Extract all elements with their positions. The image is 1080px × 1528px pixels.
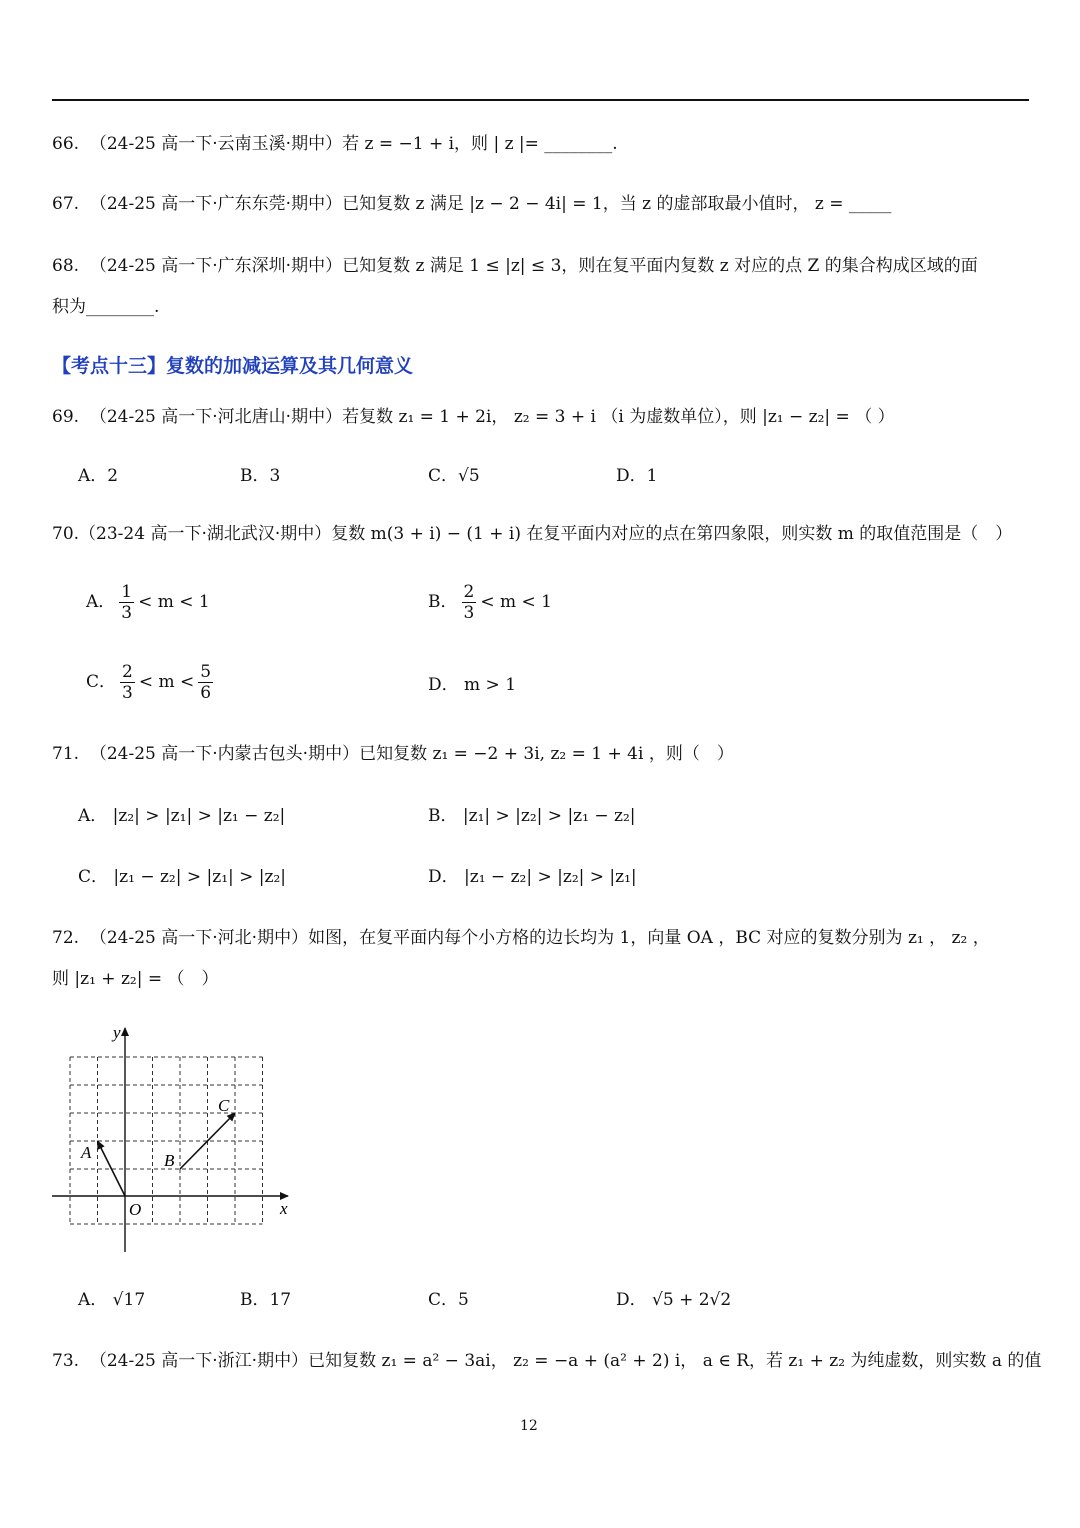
option-d: D． √5 + 2√2 bbox=[616, 1290, 732, 1310]
option-c: C．5 bbox=[428, 1290, 469, 1310]
question-68 bbox=[52, 255, 978, 277]
option-a: A． $\frac{1}{3}$ < m < 1 bbox=[86, 582, 210, 623]
complex-plane-figure bbox=[40, 1020, 300, 1260]
question-text: 已知复数 z₁ = a² − 3ai， z₂ = −a + (a² + 2) i， a ∈ R，若 z₁ + z₂ 为纯虚数，则实数 a 的值 bbox=[308, 1351, 1042, 1371]
question-number: 69. bbox=[52, 407, 80, 427]
option-a: A． |z₂| > |z₁| > |z₁ − z₂| bbox=[78, 806, 286, 826]
option-a: A． √17 bbox=[78, 1290, 146, 1310]
question-text: 已知复数 z 满足 1 ≤ |z| ≤ 3，则在复平面内复数 z 对应的点 Z 的集合构成区域的面 bbox=[342, 256, 978, 276]
question-number: 72. bbox=[52, 928, 80, 948]
question-source: （24-25 高一下·云南玉溪·期中） bbox=[89, 134, 343, 154]
question-72-line2: 则 |z₁ + z₂| = （ ） bbox=[52, 969, 219, 989]
question-71 bbox=[52, 743, 734, 765]
question-69 bbox=[52, 406, 895, 428]
question-68-line2: 积为________. bbox=[52, 297, 160, 317]
option-b: B．17 bbox=[240, 1290, 292, 1310]
question-text: 已知复数 z₁ = −2 + 3i, z₂ = 1 + 4i ，则（ ） bbox=[359, 744, 734, 764]
option-d: D．1 bbox=[616, 466, 658, 486]
question-source: （24-25 高一下·河北唐山·期中） bbox=[89, 407, 343, 427]
question-66 bbox=[52, 133, 618, 155]
question-source: （24-25 高一下·广东东莞·期中） bbox=[89, 194, 343, 214]
question-text: 如图，在复平面内每个小方格的边长均为 1，向量 OA ，BC 对应的复数分别为 z₁ ， z₂ ， bbox=[308, 928, 990, 948]
origin-label: O bbox=[129, 1200, 142, 1219]
question-source: （24-25 高一下·浙江·期中） bbox=[89, 1351, 309, 1371]
question-number: 70. bbox=[52, 524, 80, 544]
question-text: 已知复数 z 满足 |z − 2 − 4i| = 1，当 z 的虚部取最小值时， z = _____ bbox=[342, 194, 892, 214]
question-source: （24-25 高一下·河北·期中） bbox=[89, 928, 309, 948]
option-b: B． |z₁| > |z₂| > |z₁ − z₂| bbox=[428, 806, 636, 826]
page-number: 12 bbox=[520, 1418, 538, 1434]
fraction: $\frac{2}{3}$ bbox=[463, 582, 475, 623]
option-d: D． m > 1 bbox=[428, 675, 517, 695]
question-67 bbox=[52, 193, 891, 215]
option-c: C． $\frac{2}{3}$ < m < $\frac{5}{6}$ bbox=[86, 662, 212, 703]
fraction: $\frac{2}{3}$ bbox=[122, 662, 133, 703]
fraction: $\frac{5}{6}$ bbox=[200, 662, 212, 703]
point-b-label: B bbox=[164, 1151, 175, 1170]
option-c: C． |z₁ − z₂| > |z₁| > |z₂| bbox=[78, 867, 287, 887]
question-70 bbox=[52, 523, 1012, 545]
y-axis-label: y bbox=[113, 1023, 121, 1042]
fraction: $\frac{1}{3}$ bbox=[121, 582, 133, 623]
question-number: 73. bbox=[52, 1351, 80, 1371]
question-text: 若 z = −1 + i，则 | z |= ________. bbox=[342, 134, 618, 154]
question-number: 67. bbox=[52, 194, 80, 214]
question-number: 66. bbox=[52, 134, 80, 154]
question-text: 复数 m(3 + i) − (1 + i) 在复平面内对应的点在第四象限，则实数 m 的取值范围是（ ） bbox=[331, 524, 1013, 544]
point-c-label: C bbox=[218, 1096, 230, 1115]
question-source: （23-24 高一下·湖北武汉·期中） bbox=[79, 524, 332, 544]
option-c: C．√5 bbox=[428, 466, 480, 486]
grid-lines bbox=[70, 1057, 263, 1224]
x-axis-label: x bbox=[280, 1199, 288, 1218]
question-number: 68. bbox=[52, 256, 80, 276]
header-rule bbox=[52, 99, 1029, 101]
option-b: B． $\frac{2}{3}$ < m < 1 bbox=[428, 582, 552, 623]
option-a: A．2 bbox=[78, 466, 119, 486]
section-title: 【考点十三】复数的加减运算及其几何意义 bbox=[52, 355, 414, 377]
question-number: 71. bbox=[52, 744, 80, 764]
question-72 bbox=[52, 927, 990, 949]
question-source: （24-25 高一下·内蒙古包头·期中） bbox=[89, 744, 360, 764]
question-text: 若复数 z₁ = 1 + 2i， z₂ = 3 + i （i 为虚数单位），则 |z₁ − z₂| = （ ） bbox=[342, 407, 895, 427]
option-d: D． |z₁ − z₂| > |z₂| > |z₁| bbox=[428, 867, 637, 887]
question-source: （24-25 高一下·广东深圳·期中） bbox=[89, 256, 343, 276]
point-a-label: A bbox=[81, 1143, 92, 1162]
question-73 bbox=[52, 1350, 1041, 1372]
option-b: B．3 bbox=[240, 466, 281, 486]
